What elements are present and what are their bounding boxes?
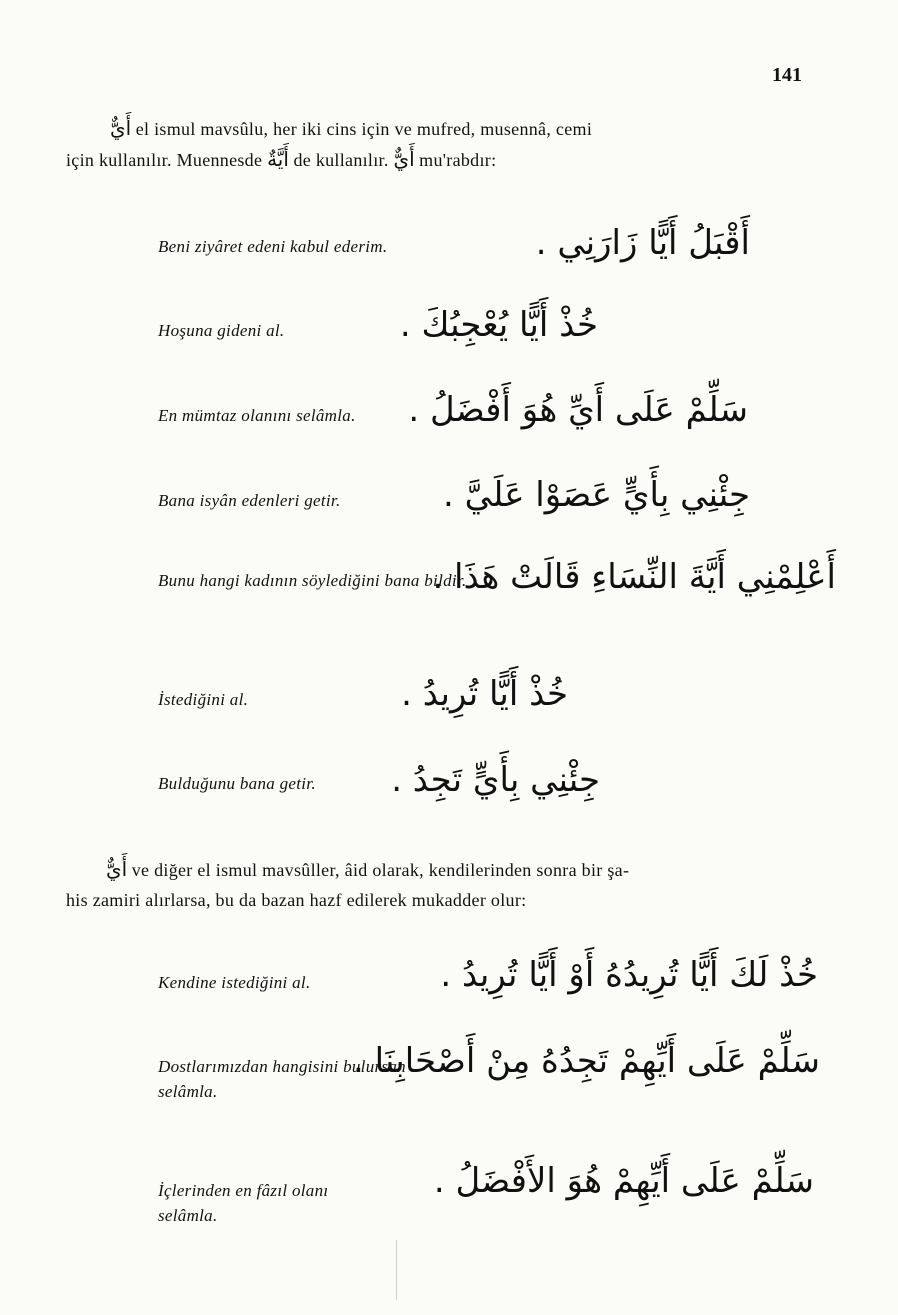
turkish-translation: En mümtaz olanını selâmla. (158, 406, 356, 425)
turkish-translation: Hoşuna gideni al. (158, 321, 285, 340)
middle-line-2 (66, 885, 811, 915)
middle-text-1: ve diğer el ismul mavsûller, âid olarak, kendilerinden sonra bir şa- (131, 860, 630, 880)
intro-text-2b: de kullanılır. (293, 150, 389, 170)
arabic-example: أَقْبَلُ أَيًّا زَارَنِي . (535, 223, 750, 263)
intro-line-1 (66, 113, 811, 144)
turkish-translation: Dostlarımızdan hangisini bulursan selâmla. (158, 1057, 406, 1101)
turkish-translation: İçlerinden en fâzıl olanı selâmla. (158, 1181, 329, 1225)
intro-paragraph (66, 113, 811, 175)
arabic-term: أَيٌّ (393, 147, 415, 171)
middle-text-2: his zamiri alırlarsa, bu da bazan hazf edilerek mukadder olur: (66, 890, 527, 910)
divider (396, 1240, 397, 1300)
turkish-translation: Beni ziyâret edeni kabul ederim. (158, 237, 388, 256)
turkish-translation: Kendine istediğini al. (158, 973, 311, 992)
arabic-example: جِئْنِي بِأَيٍّ تَجِدُ . (391, 760, 600, 800)
arabic-example: خُذْ لَكَ أَيًّا تُرِيدُهُ أَوْ أَيًّا تُرِيدُ . (440, 955, 818, 995)
turkish-translation: İstediğini al. (158, 690, 249, 709)
arabic-example: سَلِّمْ عَلَى أَيِّهِمْ تَجِدُهُ مِنْ أَصْحَابِنَا . (353, 1041, 820, 1081)
turkish-translation: Bunu hangi kadının söylediğini bana bildir. (158, 571, 467, 590)
intro-text-2a: için kullanılır. Muennesde (66, 150, 263, 170)
arabic-term-feminine: أَيَّةٌ (267, 147, 289, 171)
turkish-translation: Bulduğunu bana getir. (158, 774, 316, 793)
arabic-example: أَعْلِمْنِي أَيَّةَ النِّسَاءِ قَالَتْ هَذَا . (432, 557, 836, 597)
arabic-term: أَيٌّ (110, 116, 132, 140)
arabic-term: أَيٌّ (106, 857, 128, 881)
arabic-example: سَلِّمْ عَلَى أَيِّهِمْ هُوَ الأَفْضَلُ . (433, 1161, 814, 1201)
arabic-example: سَلِّمْ عَلَى أَيِّ هُوَ أَفْضَلُ . (408, 390, 748, 430)
middle-line-1 (66, 854, 811, 885)
arabic-example: جِئْنِي بِأَيٍّ عَصَوْا عَلَيَّ . (442, 475, 750, 515)
arabic-example: خُذْ أَيًّا تُرِيدُ . (401, 674, 568, 714)
intro-text-2c: mu'rabdır: (419, 150, 497, 170)
page-number: 141 (772, 64, 802, 86)
intro-line-2 (66, 144, 811, 175)
turkish-translation: Bana isyân edenleri getir. (158, 491, 341, 510)
intro-text-1: el ismul mavsûlu, her iki cins için ve mufred, musennâ, cemi (135, 119, 593, 139)
arabic-example: خُذْ أَيًّا يُعْجِبُكَ . (399, 305, 598, 345)
middle-paragraph (66, 854, 811, 915)
